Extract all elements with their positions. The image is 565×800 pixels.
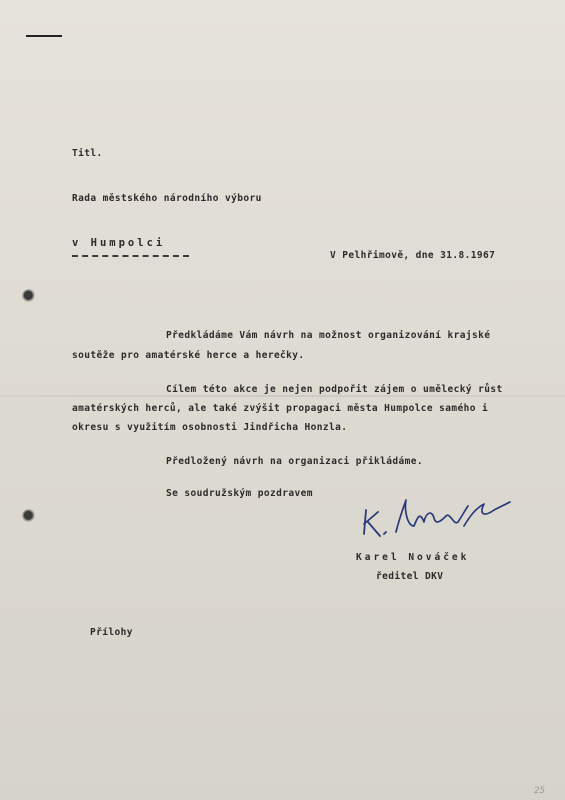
top-margin-mark (26, 35, 62, 37)
punch-hole-bottom (22, 509, 36, 523)
paragraph-2-line-1: Cílem této akce je nejen podpořit zájem o umělecký růst (166, 384, 503, 395)
recipient-line: Rada městského národního výboru (72, 193, 262, 204)
date-line: V Pelhřimově, dne 31.8.1967 (330, 250, 496, 261)
salutation: Titl. (72, 148, 103, 159)
closing: Se soudružským pozdravem (166, 488, 313, 499)
paragraph-1-line-2: soutěže pro amatérské herce a herečky. (72, 350, 305, 361)
recipient-city-underline (72, 255, 189, 257)
handwritten-signature (360, 486, 520, 546)
paragraph-2-line-3: okresu s využitím osobnosti Jindřicha Honzla. (72, 422, 348, 433)
recipient-city: v Humpolci (72, 237, 166, 249)
paragraph-1-line-1: Předkládáme Vám návrh na možnost organizování krajské (166, 330, 491, 341)
attachments-label: Přílohy (90, 627, 133, 638)
signatory-name: Karel Nováček (356, 552, 470, 563)
paper-fold-line (0, 395, 565, 397)
signatory-title: ředitel DKV (376, 571, 444, 582)
paragraph-3: Předložený návrh na organizaci přikládáme. (166, 456, 424, 467)
paragraph-2-line-2: amatérských herců, ale také zvýšit propagaci města Humpolce samého i (72, 403, 489, 414)
page-number: 25 (534, 786, 545, 796)
punch-hole-top (22, 289, 36, 303)
